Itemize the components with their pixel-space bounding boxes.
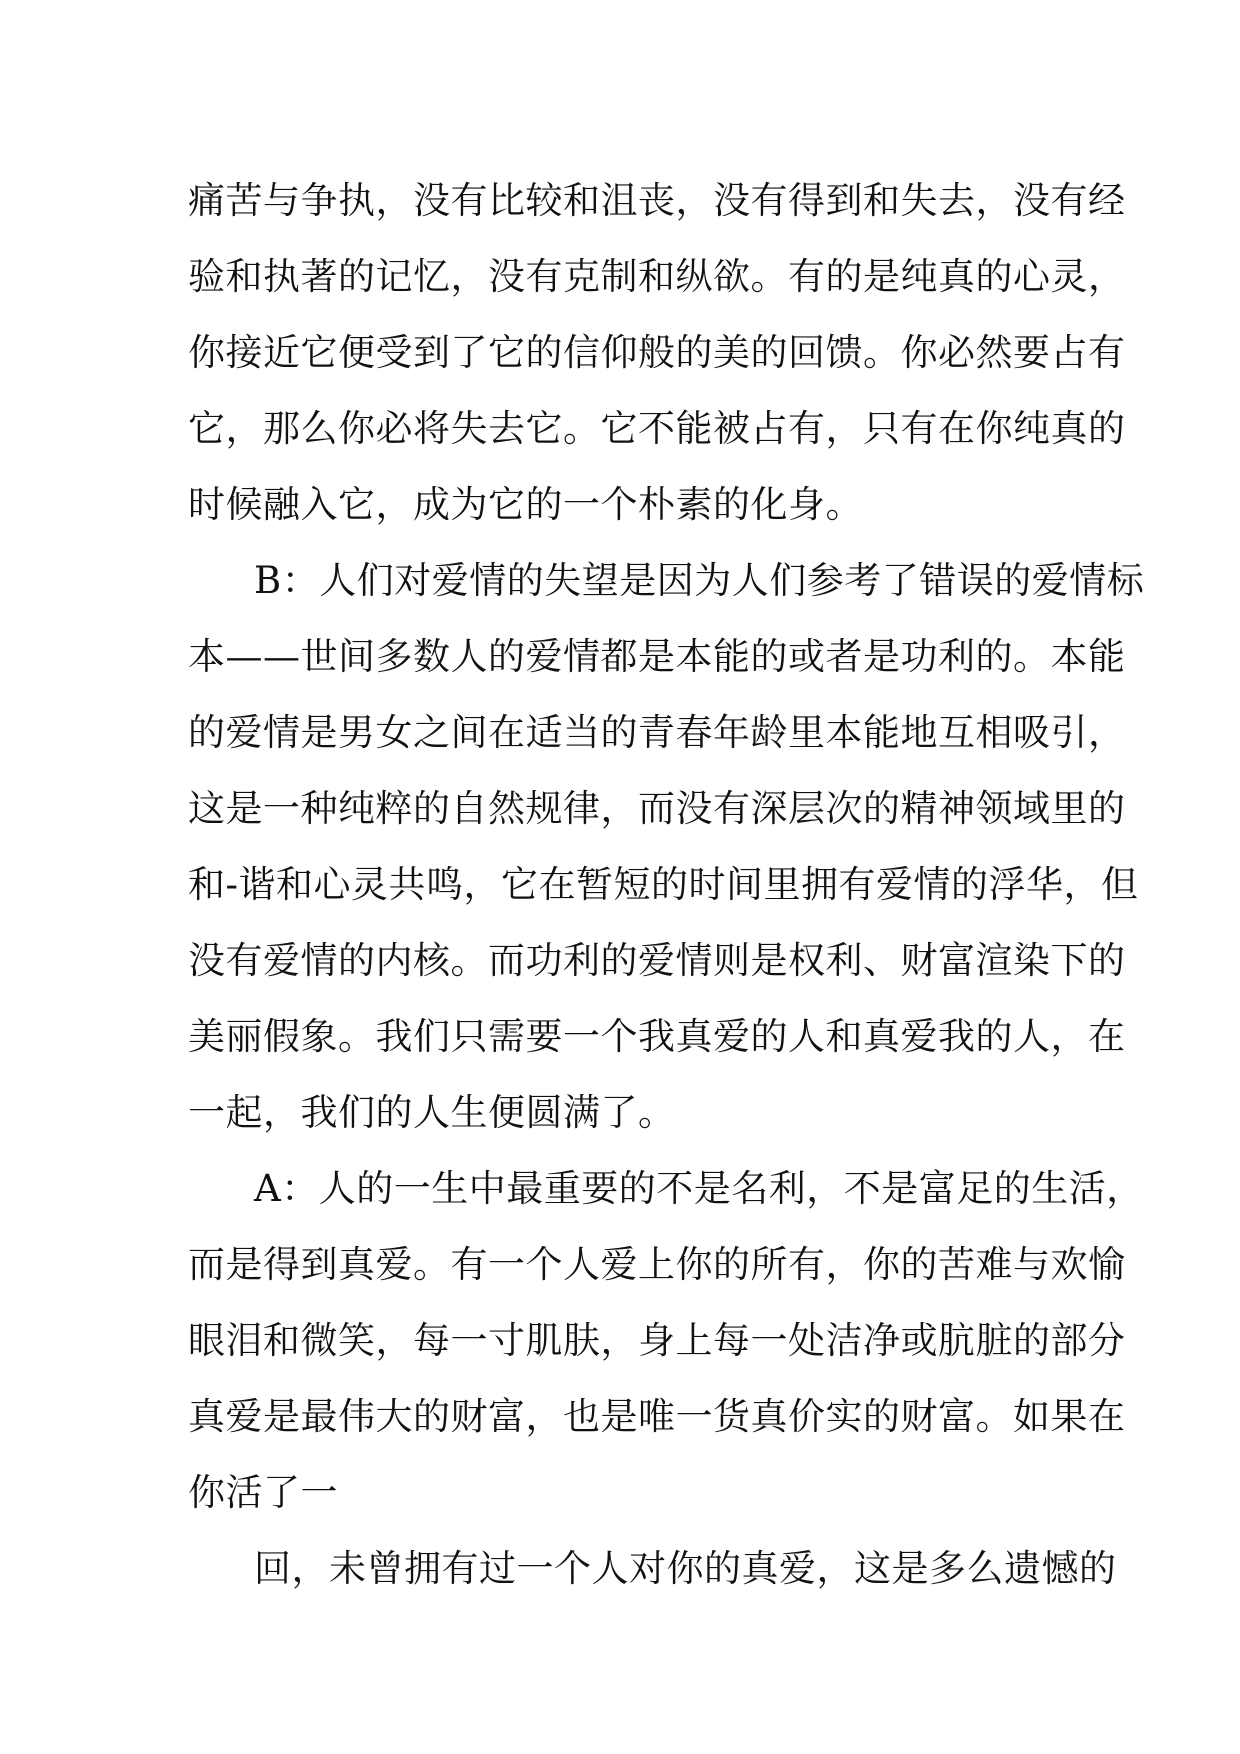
body-text [188,163,1145,1607]
text-line: 没 有 爱 情 的 内 核 。 而 功 利 的 爱 情 则 是 权 利 、 财 富 渲 染 下 的 [188,939,1126,982]
text-line: 你 接 近 它 便 受 到 了 它 的 信 仰 般 的 美 的 回 馈 。 你 必 然 要 占 有 [188,331,1126,374]
text-line: 验 和 执 著 的 记 忆 ， 没 有 克 制 和 纵 欲 。 有 的 是 纯 真 的 心 灵 ， [188,255,1126,298]
text-line: 时候融入它，成为它的一个朴素的化身。 [188,483,863,526]
text-line: B ： 人 们 对 爱 情 的 失 望 是 因 为 人 们 参 考 了 错 误 的 爱 情 标 [254,559,1145,602]
text-line: 你活了一 [188,1471,338,1514]
text-line: A ： 人 的 一 生 中 最 重 要 的 不 是 名 利 ， 不 是 富 足 的 生 活 ， [254,1167,1144,1210]
text-line: 这 是 一 种 纯 粹 的 自 然 规 律 ， 而 没 有 深 层 次 的 精 神 领 域 里 的 [188,787,1126,830]
text-line: 痛 苦 与 争 执 ， 没 有 比 较 和 沮 丧 ， 没 有 得 到 和 失 去 ， 没 有 经 [188,179,1126,222]
text-line: 的 爱 情 是 男 女 之 间 在 适 当 的 青 春 年 龄 里 本 能 地 互 相 吸 引 ， [188,711,1126,754]
text-line: 一起，我们的人生便圆满了。 [188,1091,676,1134]
text-line: 眼 泪 和 微 笑 ， 每 一 寸 肌 肤 ， 身 上 每 一 处 洁 净 或 肮 脏 的 部 分 [188,1319,1126,1362]
text-line: 本 — — 世 间 多 数 人 的 爱 情 都 是 本 能 的 或 者 是 功 利 的 。 本 能 [188,635,1126,678]
text-line: 而 是 得 到 真 爱 。 有 一 个 人 爱 上 你 的 所 有 ， 你 的 苦 难 与 欢 愉 [188,1243,1126,1286]
text-line: 和 - 谐 和 心 灵 共 鸣 ， 它 在 暂 短 的 时 间 里 拥 有 爱 情 的 浮 华 ， 但 [188,863,1139,906]
text-line: 真 爱 是 最 伟 大 的 财 富 ， 也 是 唯 一 货 真 价 实 的 财 富 。 如 果 在 [188,1395,1126,1438]
text-line: 它 ， 那 么 你 必 将 失 去 它 。 它 不 能 被 占 有 ， 只 有 在 你 纯 真 的 [188,407,1126,450]
text-line: 美 丽 假 象 。 我 们 只 需 要 一 个 我 真 爱 的 人 和 真 爱 我 的 人 ， 在 [188,1015,1126,1058]
text-line: 回 ， 未 曾 拥 有 过 一 个 人 对 你 的 真 爱 ， 这 是 多 么 遗 憾 的 [254,1547,1117,1590]
